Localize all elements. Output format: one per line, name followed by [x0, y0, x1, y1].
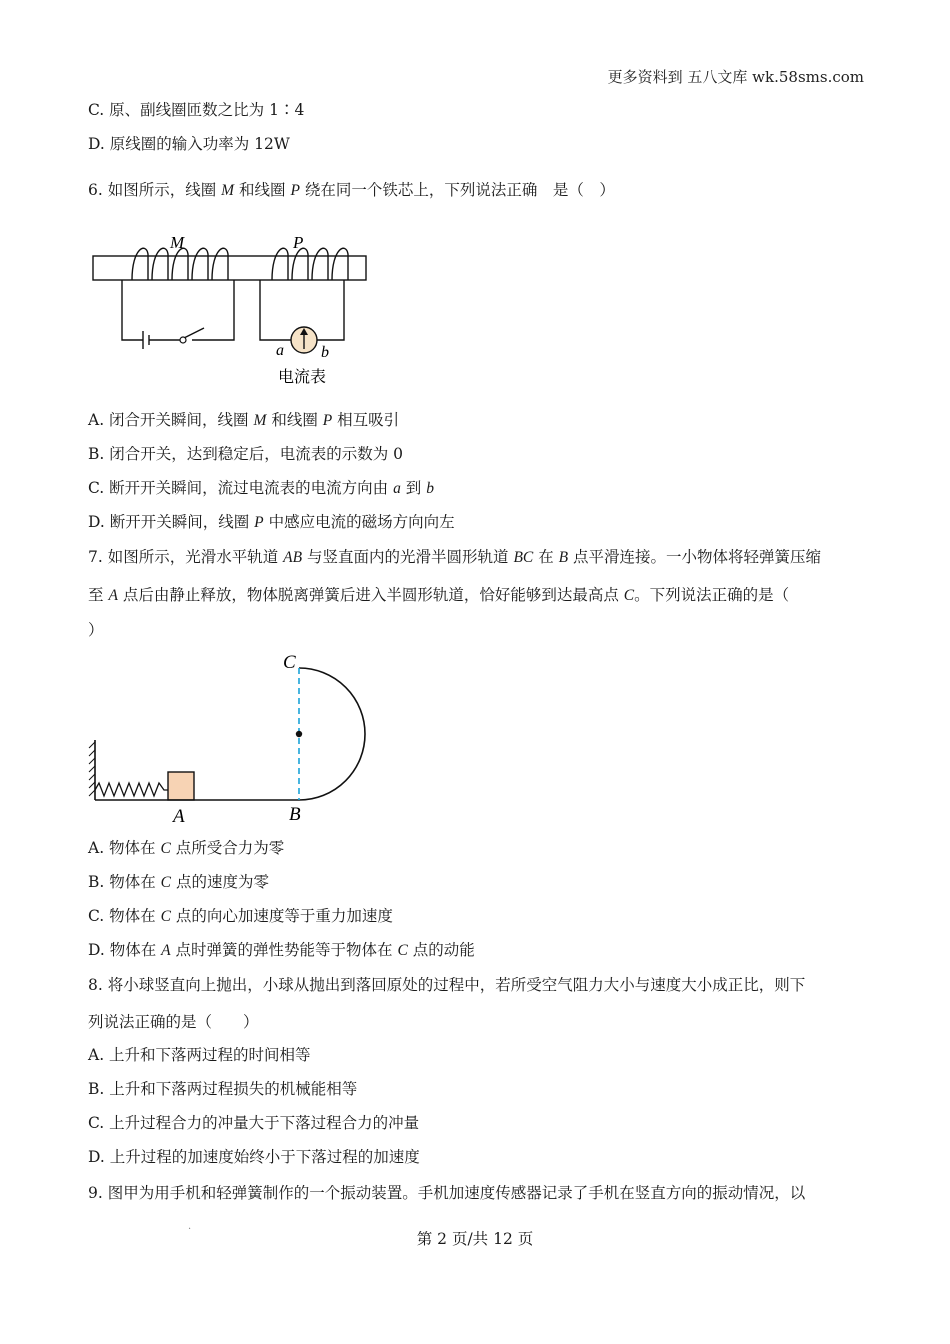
footer-mark: · — [188, 1224, 192, 1235]
q7-stem-line3: ） — [88, 621, 104, 639]
page-number: 第 2 页/共 12 页 — [416, 1230, 534, 1248]
q5-option-d: D. 原线圈的输入功率为 12W — [88, 135, 290, 153]
q9-stem-line1: 9. 图甲为用手机和轻弹簧制作的一个振动装置。手机加速度传感器记录了手机在竖直方向的振动情况，以 — [88, 1184, 806, 1202]
q8-stem-line2: 列说法正确的是（ ） — [88, 1013, 259, 1031]
q7-option-d: D. 物体在 A 点时弹簧的弹性势能等于物体在 C 点的动能 — [88, 941, 475, 959]
q6-coil-figure — [88, 228, 388, 393]
header-source: 更多资料到 五八文库 wk.58sms.com — [607, 68, 864, 86]
q6-option-c: C. 断开开关瞬间，流过电流表的电流方向由 a 到 b — [88, 479, 434, 497]
label-coil-p: P — [293, 233, 304, 252]
label-point-c: C — [283, 652, 296, 673]
q7-option-b: B. 物体在 C 点的速度为零 — [88, 873, 269, 891]
q8-stem-line1: 8. 将小球竖直向上抛出，小球从抛出到落回原处的过程中，若所受空气阻力大小与速度大小成正比，则下 — [88, 976, 806, 994]
q6-stem: 6. 如图所示，线圈 M 和线圈 P 绕在同一个铁芯上，下列说法正确 是（ ） — [88, 181, 615, 199]
q7-option-a: A. 物体在 C 点所受合力为零 — [88, 839, 285, 857]
label-coil-m: M — [170, 233, 185, 252]
q5-option-c: C. 原、副线圈匝数之比为 1∶4 — [88, 101, 305, 119]
q8-option-b: B. 上升和下落两过程损失的机械能相等 — [88, 1080, 358, 1098]
q7-option-c: C. 物体在 C 点的向心加速度等于重力加速度 — [88, 907, 393, 925]
q7-stem-line1: 7. 如图所示，光滑水平轨道 AB 与竖直面内的光滑半圆形轨道 BC 在 B 点平滑连接。一小物体将轻弹簧压缩 — [88, 548, 822, 566]
q7-track-figure — [85, 650, 385, 830]
label-terminal-b: b — [321, 344, 329, 361]
q6-option-b: B. 闭合开关，达到稳定后，电流表的示数为 0 — [88, 445, 404, 463]
q8-option-a: A. 上升和下落两过程的时间相等 — [88, 1046, 311, 1064]
q6-option-a: A. 闭合开关瞬间，线圈 M 和线圈 P 相互吸引 — [88, 411, 400, 429]
label-point-a: A — [173, 806, 185, 827]
q8-option-d: D. 上升过程的加速度始终小于下落过程的加速度 — [88, 1148, 420, 1166]
label-point-b: B — [289, 804, 301, 825]
q8-option-c: C. 上升过程合力的冲量大于下落过程合力的冲量 — [88, 1114, 420, 1132]
ammeter-caption: 电流表 — [278, 367, 327, 386]
q6-option-d: D. 断开开关瞬间，线圈 P 中感应电流的磁场方向向左 — [88, 513, 455, 531]
q7-stem-line2: 至 A 点后由静止释放，物体脱离弹簧后进入半圆形轨道，恰好能够到达最高点 C。下列说法正确的是（ — [88, 586, 790, 604]
label-terminal-a: a — [276, 342, 284, 359]
